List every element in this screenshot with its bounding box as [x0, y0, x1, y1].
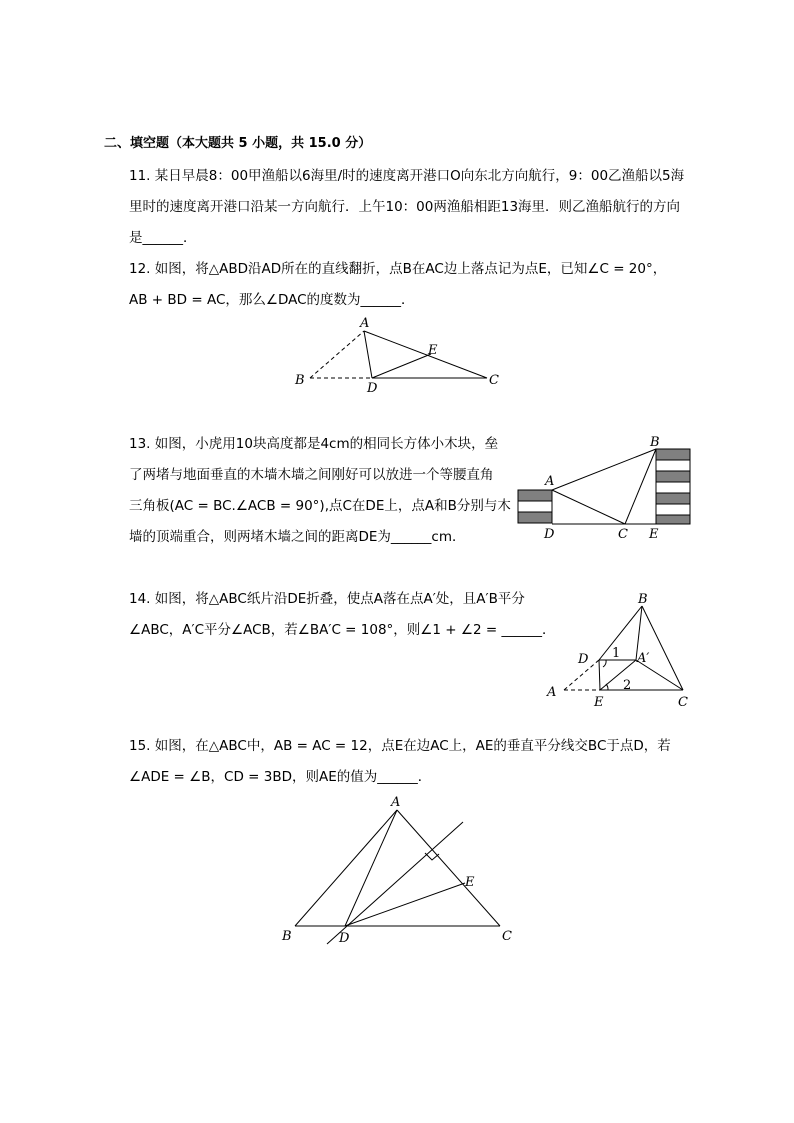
q13-figure — [510, 432, 700, 544]
q13-line-3: 三角板(AC = BC.∠ACB = 90°),点C在DE上，点A和B分别与木 — [129, 498, 511, 514]
q12-label-b: B — [295, 373, 305, 388]
q13-label-e: E — [649, 527, 659, 542]
q12-label-c: C — [489, 373, 499, 388]
q13-label-b: B — [650, 435, 660, 450]
q15-line-1: 15. 如图，在△ABC中，AB = AC = 12，点E在边AC上，AE的垂直平分线交BC于点D，若 — [129, 738, 671, 754]
q14-label-d: D — [578, 652, 589, 667]
q12-line-1: 12. 如图，将△ABD沿AD所在的直线翻折，点B在AC边上落点记为点E，已知∠C = 20°， — [129, 261, 667, 277]
q12-label-d: D — [367, 381, 378, 396]
q14-label-e: E — [594, 695, 604, 710]
q14-figure — [540, 588, 700, 710]
q12-line-2: AB + BD = AC，那么∠DAC的度数为______． — [129, 292, 415, 308]
q11-line-1: 11. 某日早晨8：00甲渔船以6海里/时的速度离开港口O向东北方向航行，9：00乙渔船以5海 — [129, 168, 685, 184]
q15-figure — [275, 790, 525, 950]
q13-label-a: A — [545, 474, 555, 489]
q13-label-d: D — [544, 527, 555, 542]
q14-label-2: 2 — [623, 678, 632, 693]
q11-line-3: 是______． — [129, 230, 197, 246]
q12-label-e: E — [428, 343, 438, 358]
q14-label-a: A — [547, 685, 557, 700]
q11-line-2: 里时的速度离开港口沿某一方向航行．上午10：00两渔船相距13海里．则乙渔船航行的方向 — [129, 199, 681, 215]
q13-line-2: 了两堵与地面垂直的木墙木墙之间刚好可以放进一个等腰直角 — [129, 467, 494, 483]
section-heading: 二、填空题（本大题共 5 小题，共 15.0 分） — [104, 136, 372, 151]
q14-label-1: 1 — [612, 646, 621, 661]
q15-label-d: D — [339, 931, 350, 946]
q12-figure — [290, 312, 510, 394]
q12-label-a: A — [360, 316, 370, 331]
q13-line-1: 13. 如图，小虎用10块高度都是4cm的相同长方体小木块，垒 — [129, 436, 499, 452]
q14-line-2: ∠ABC，A′C平分∠ACB，若∠BA′C = 108°，则∠1 + ∠2 = ______． — [129, 622, 556, 638]
q15-label-b: B — [282, 929, 292, 944]
q14-label-c: C — [678, 695, 688, 710]
q15-label-c: C — [502, 929, 512, 944]
q15-label-e: E — [465, 875, 475, 890]
q14-label-a-prime: A′ — [637, 651, 650, 666]
q15-line-2: ∠ADE = ∠B，CD = 3BD，则AE的值为______． — [129, 769, 432, 785]
q14-label-b: B — [638, 592, 648, 607]
q14-line-1: 14. 如图，将△ABC纸片沿DE折叠，使点A落在点A′处，且A′B平分 — [129, 591, 525, 607]
q13-label-c: C — [618, 527, 628, 542]
q13-line-4: 墙的顶端重合，则两堵木墙之间的距离DE为______cm． — [129, 529, 466, 545]
q15-label-a: A — [391, 795, 401, 810]
